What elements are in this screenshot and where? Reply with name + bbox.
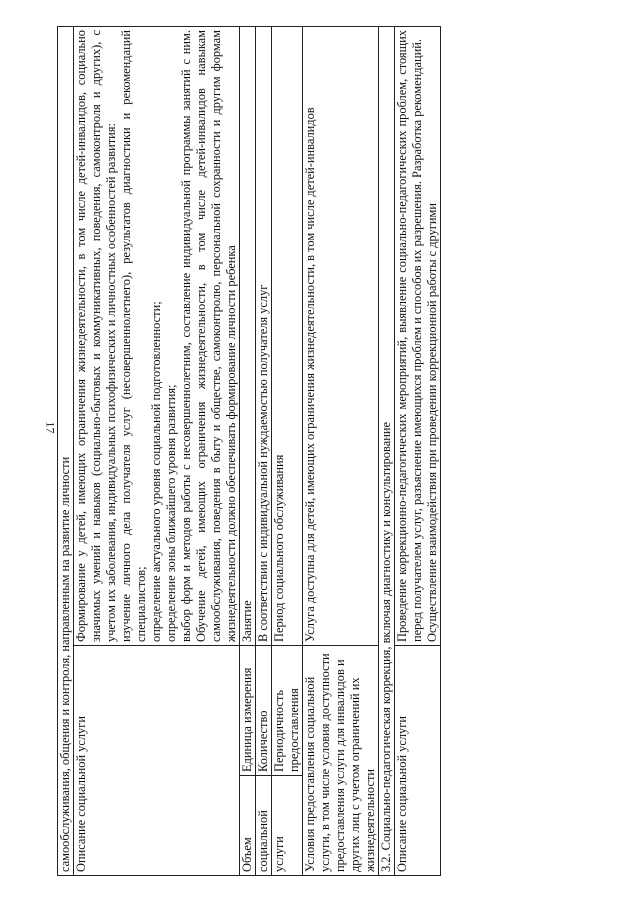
section-continuation-row <box>58 27 74 876</box>
periodicity-value: Период социального обслуживания <box>272 27 303 646</box>
description-row-2 <box>395 27 441 876</box>
periodicity-label: Периодичность предоставления <box>272 646 303 776</box>
volume-unit-row <box>240 27 256 876</box>
description-label: Описание социальной услуги <box>74 646 240 876</box>
quantity-label: Количество <box>256 646 272 776</box>
description-line: Проведение коррекционно-педагогических мероприятий, выявление социально-педагогических проблем, стоящих перед получателем услуг, разъяснение имеющихся проблем и способов их разрешения. Разработка рекомендаций. <box>395 30 424 642</box>
description-line: Формирование у детей, имеющих ограничения жизнедеятельности, в том числе детей-инвалидов, социально значимых умений и навыков (социально-бытовых и коммуникативных, поведения, самоконтроля и других), с учетом их заболевания, индивидуальных психофизических и личностных особенностей развития: <box>74 30 118 642</box>
periodicity-row <box>272 27 303 876</box>
conditions-label: Условия предоставления социальной услуги, в том числе условия доступности предоставления услуги для инвалидов и других лиц с учетом ограничений их жизнедеятельности <box>303 646 379 876</box>
service-table <box>57 26 441 876</box>
description-line: Осуществление взаимодействия при проведении коррекционной работы с другими <box>425 203 439 642</box>
description-row <box>74 27 240 876</box>
conditions-row <box>303 27 379 876</box>
quantity-row <box>256 27 272 876</box>
description-line: изучение личного дела получателя услуг (несовершеннолетнего), результатов диагностики и рекомендаций специалистов; <box>119 30 148 642</box>
section-heading: 3.2. Социально-педагогическая коррекция, включая диагностику и консультирование <box>379 27 395 876</box>
page-number: 17 <box>43 421 58 434</box>
unit-label: Единица измерения <box>240 646 256 776</box>
conditions-text: Услуга доступна для детей, имеющих ограничения жизнедеятельности, в том числе детей-инвалидов <box>303 27 379 646</box>
section-continuation-text: самообслуживания, общения и контроля, направленным на развитие личности <box>58 27 74 876</box>
unit-value: Занятие <box>240 27 256 646</box>
volume-label-cont2: услуги <box>272 776 303 876</box>
description-label-2: Описание социальной услуги <box>395 646 441 876</box>
section-heading-row <box>379 27 395 876</box>
description-line: определение зоны ближайшего уровня развития; <box>164 384 178 642</box>
description-line: выбор форм и методов работы с несовершеннолетним, составление индивидуальной программы занятий с ним. Обучение детей, имеющих ограничения жизнедеятельности, в том числе детей-инвалидов навыкам самообслуживания, поведения в быту и обществе, самоконтролю, персональной сохранности и другим формам жизнедеятельности должно обеспечивать формирование личности ребенка <box>179 30 238 642</box>
quantity-value: В соответствии с индивидуальной нуждаемостью получателя услуг <box>256 27 272 646</box>
description-text-2 <box>395 27 441 646</box>
description-line: определение актуального уровня социальной подготовленности; <box>149 301 163 642</box>
volume-label-cont: социальной <box>256 776 272 876</box>
volume-label: Объем <box>240 776 256 876</box>
service-table-sheet <box>57 26 577 876</box>
description-text <box>74 27 240 646</box>
